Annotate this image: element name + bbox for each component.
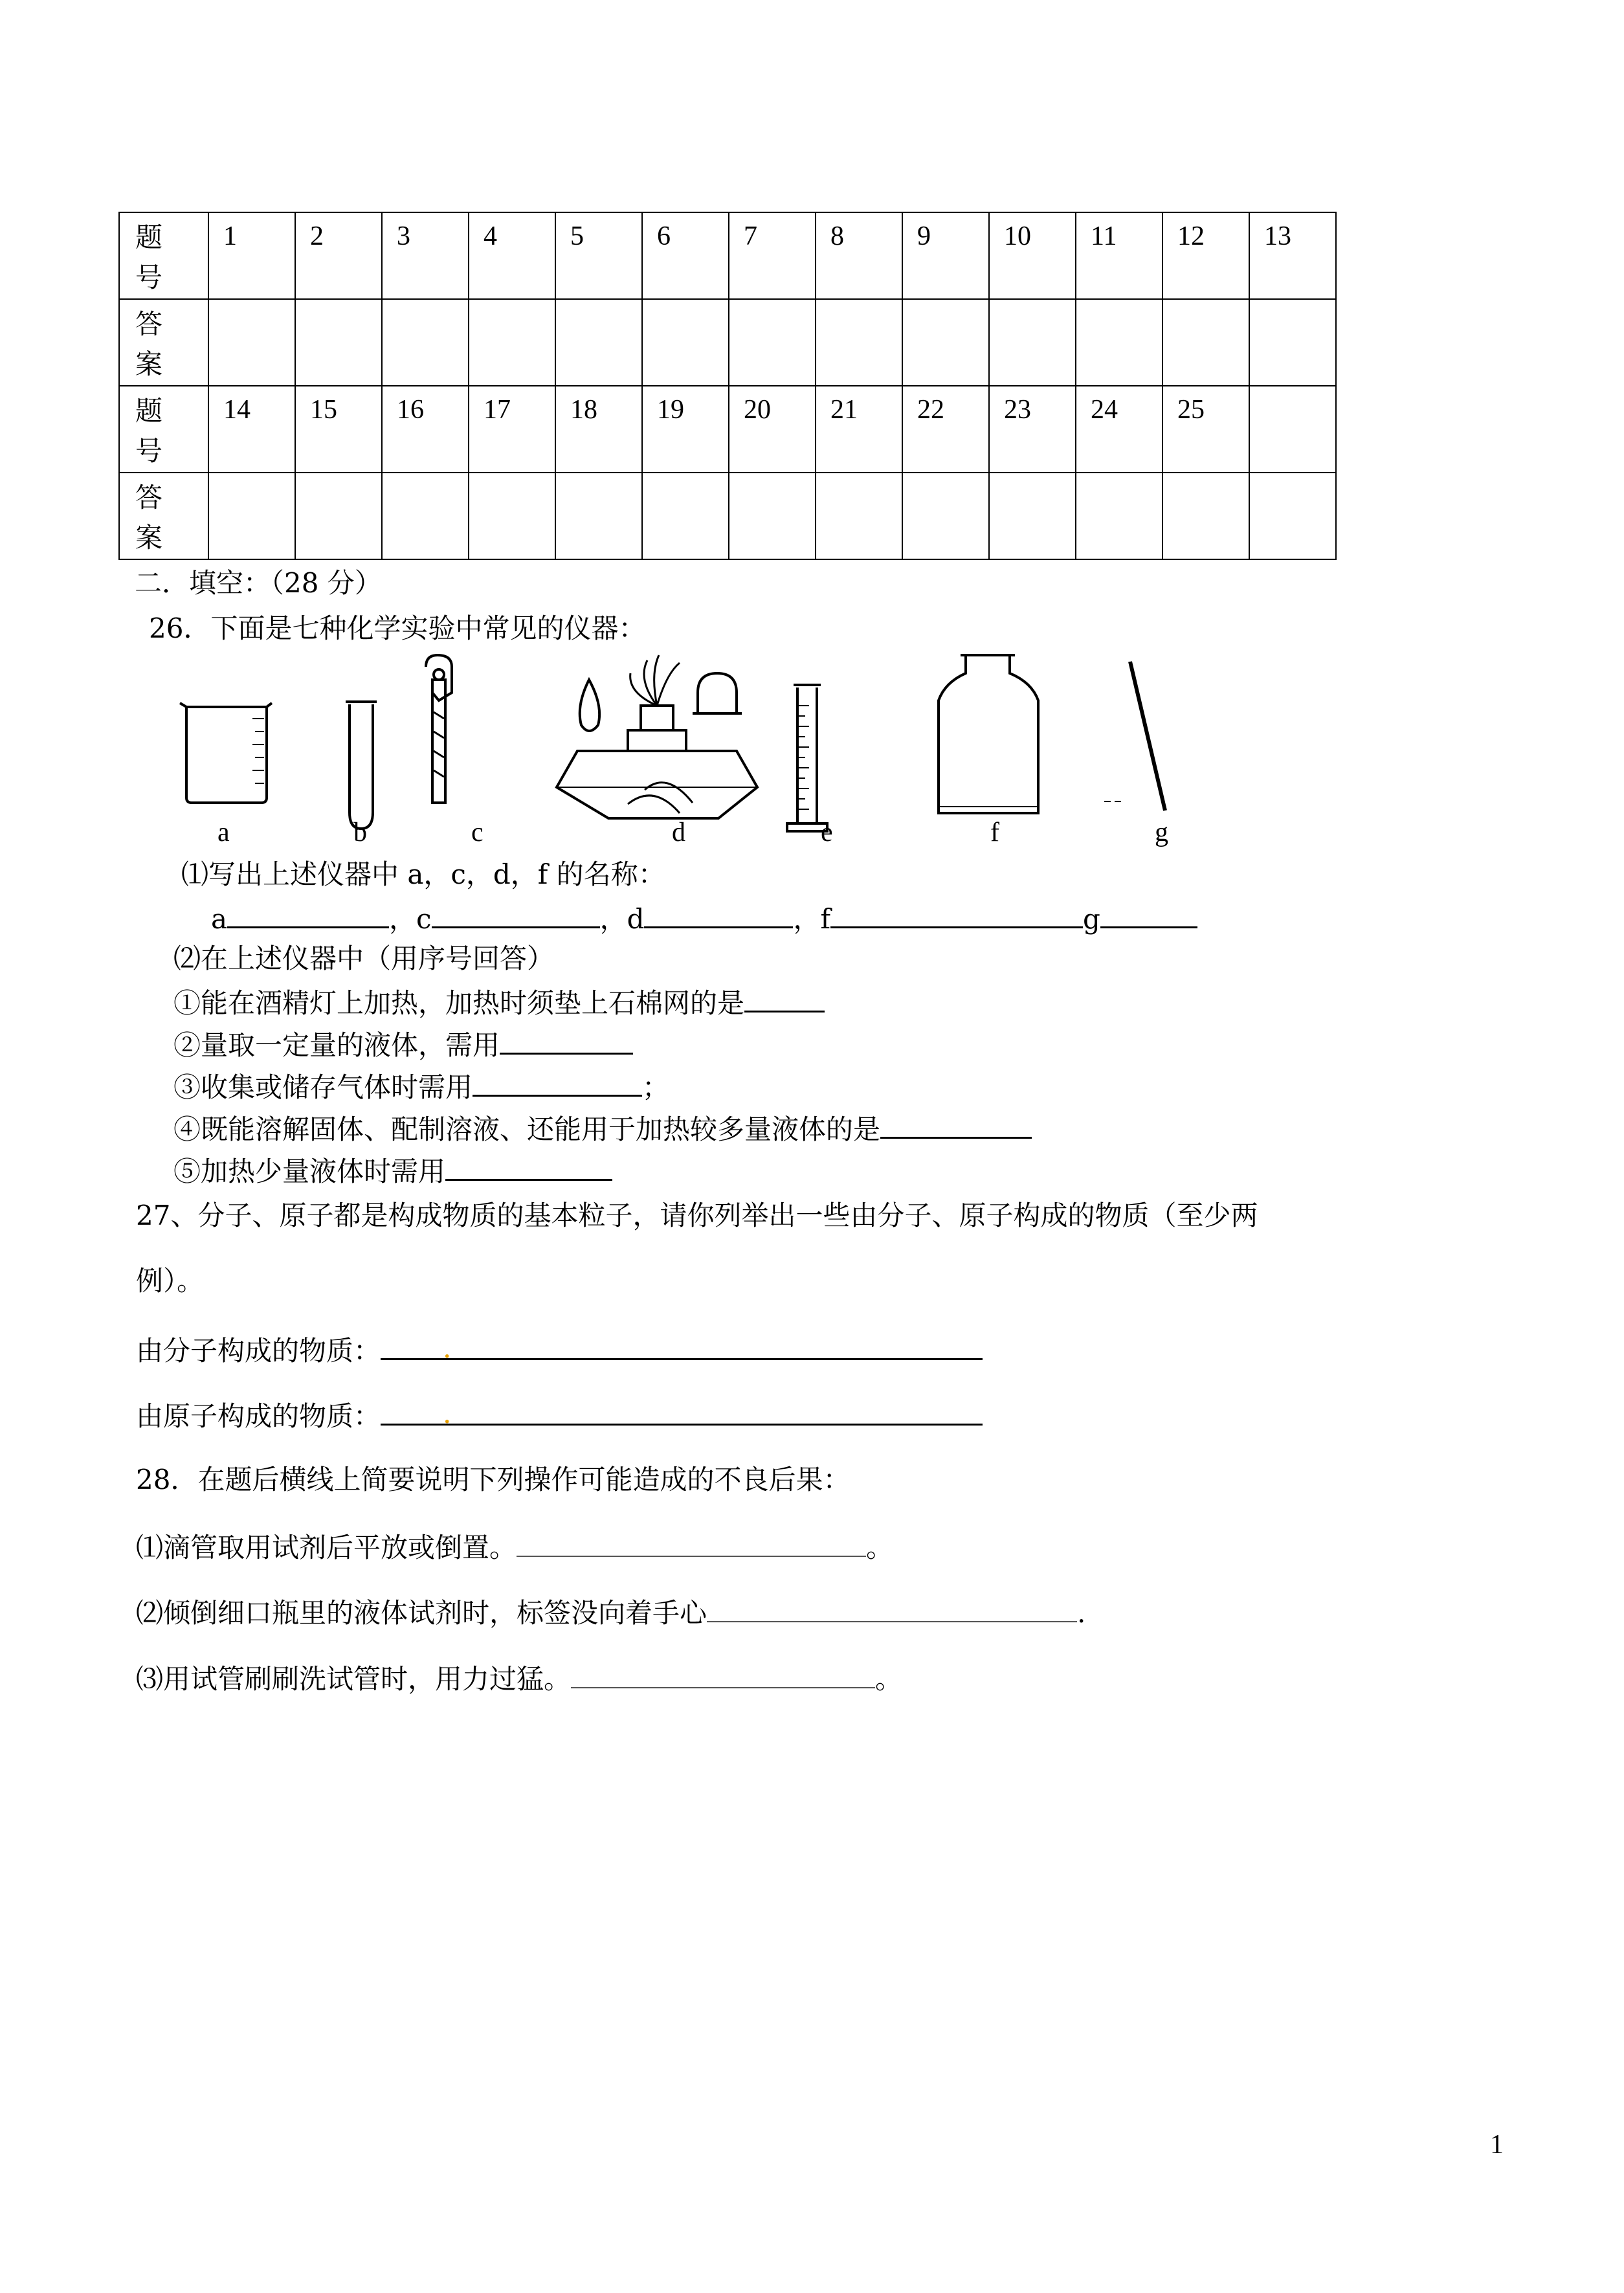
answer-cell[interactable] (555, 299, 642, 386)
answer-cell[interactable] (295, 299, 382, 386)
number-cell: 1 (208, 212, 295, 299)
apparatus-figure (175, 654, 1223, 842)
blank-c[interactable] (432, 903, 600, 928)
answer-cell[interactable] (208, 473, 295, 559)
row-label-answer: 答 案 (119, 299, 208, 386)
q28-item-3: ⑶用试管刷刷洗试管时，用力过猛。 。 (136, 1663, 903, 1695)
answer-cell[interactable] (382, 473, 469, 559)
q27-atom: 由原子构成的物质： . (136, 1400, 983, 1430)
number-cell: 10 (989, 212, 1076, 299)
answer-cell[interactable] (469, 473, 555, 559)
number-cell: 21 (816, 386, 902, 473)
answer-cell[interactable] (1076, 473, 1162, 559)
q26-item-5: ⑤加热少量液体时需用 (173, 1156, 612, 1185)
answer-blank[interactable] (880, 1113, 1032, 1139)
q27-stem-line1: 27、分子、原子都是构成物质的基本粒子，请你列举出一些由分子、原子构成的物质（至少两 (136, 1200, 1258, 1231)
label-f: f (990, 818, 999, 847)
number-cell: 16 (382, 386, 469, 473)
label-c: c (471, 818, 484, 847)
answer-cell[interactable] (295, 473, 382, 559)
number-cell: 18 (555, 386, 642, 473)
blank-d[interactable] (644, 903, 793, 928)
answer-blank[interactable] (571, 1664, 875, 1688)
table-row-number-1 (119, 212, 1336, 299)
label-b: b (353, 818, 367, 847)
answer-cell[interactable] (642, 473, 729, 559)
number-cell: 13 (1249, 212, 1336, 299)
answer-cell[interactable] (555, 473, 642, 559)
number-cell: 12 (1162, 212, 1249, 299)
label-g: g (1155, 818, 1168, 847)
number-cell: 23 (989, 386, 1076, 473)
alcohol-lamp-drawing (557, 655, 757, 818)
number-cell: 15 (295, 386, 382, 473)
answer-cell[interactable] (902, 473, 989, 559)
q27-stem-line2: 例）。 (136, 1265, 205, 1297)
answer-blank[interactable] (445, 1156, 612, 1181)
q26-sub1-blanks: a ，c ，d ，f g (211, 903, 1197, 933)
answer-cell[interactable] (816, 473, 902, 559)
label-a: a (217, 818, 230, 847)
answer-blank[interactable] (517, 1532, 866, 1557)
answer-cell[interactable] (1162, 299, 1249, 386)
answer-cell[interactable] (382, 299, 469, 386)
answer-cell[interactable] (989, 299, 1076, 386)
number-cell: 9 (902, 212, 989, 299)
table-row-number-2 (119, 386, 1336, 473)
number-cell: 4 (469, 212, 555, 299)
answer-table (118, 212, 1337, 560)
glass-rod-drawing (1104, 662, 1165, 811)
answer-blank[interactable] (707, 1598, 1077, 1622)
row-label-number: 题 号 (119, 212, 208, 299)
section-title: 二．填空：（28 分） (135, 567, 382, 599)
table-row-answer-2 (119, 473, 1336, 559)
number-cell: 24 (1076, 386, 1162, 473)
table-row-answer-1 (119, 299, 1336, 386)
row-label-answer: 答 案 (119, 473, 208, 559)
label-d: d (672, 818, 685, 847)
q28-stem: 28．在题后横线上简要说明下列操作可能造成的不良后果： (136, 1464, 851, 1495)
q26-item-2: ②量取一定量的液体，需用 (173, 1029, 633, 1059)
blank-f[interactable] (830, 903, 1083, 928)
q28-item-1: ⑴滴管取用试剂后平放或倒置。 。 (136, 1532, 894, 1563)
q26-item-3: ③收集或储存气体时需用 ； (173, 1071, 670, 1103)
blank-a[interactable] (227, 903, 389, 928)
atom-answer-blank[interactable]: . (381, 1400, 983, 1426)
q26-item-4: ④既能溶解固体、配制溶液、还能用于加热较多量液体的是 (173, 1113, 1032, 1143)
gas-bottle-drawing (939, 655, 1038, 813)
answer-cell[interactable] (816, 299, 902, 386)
answer-cell[interactable] (902, 299, 989, 386)
graduated-cylinder-drawing (787, 685, 827, 831)
q26-sub1: ⑴写出上述仪器中 a，c，d，f 的名称： (181, 858, 665, 890)
answer-blank[interactable] (744, 987, 825, 1012)
number-cell (1249, 386, 1336, 473)
label-e: e (821, 818, 833, 847)
answer-blank[interactable] (500, 1029, 633, 1055)
answer-cell[interactable] (729, 299, 816, 386)
q26-stem: 26．下面是七种化学实验中常见的仪器： (149, 612, 646, 644)
number-cell: 25 (1162, 386, 1249, 473)
number-cell: 17 (469, 386, 555, 473)
page-number: 1 (1490, 2130, 1504, 2160)
number-cell: 6 (642, 212, 729, 299)
answer-cell[interactable] (469, 299, 555, 386)
answer-cell[interactable] (729, 473, 816, 559)
answer-cell[interactable] (1162, 473, 1249, 559)
test-tube-holder-drawing (426, 655, 452, 803)
number-cell: 19 (642, 386, 729, 473)
answer-cell[interactable] (1076, 299, 1162, 386)
q26-item-1: ①能在酒精灯上加热，加热时须垫上石棉网的是 (173, 987, 825, 1017)
row-label-number: 题 号 (119, 386, 208, 473)
number-cell: 3 (382, 212, 469, 299)
beaker-drawing (180, 703, 272, 803)
answer-cell[interactable] (208, 299, 295, 386)
answer-blank[interactable] (473, 1071, 642, 1097)
number-cell: 8 (816, 212, 902, 299)
number-cell: 5 (555, 212, 642, 299)
number-cell: 22 (902, 386, 989, 473)
number-cell: 2 (295, 212, 382, 299)
q26-sub2: ⑵在上述仪器中（用序号回答） (173, 943, 555, 974)
number-cell: 11 (1076, 212, 1162, 299)
blank-g[interactable] (1100, 903, 1197, 928)
molecule-answer-blank[interactable]: . (381, 1335, 983, 1360)
test-tube-drawing (346, 702, 377, 829)
number-cell: 7 (729, 212, 816, 299)
number-cell: 14 (208, 386, 295, 473)
number-cell: 20 (729, 386, 816, 473)
answer-cell[interactable] (1249, 299, 1336, 386)
q27-molecule: 由分子构成的物质： . (136, 1335, 983, 1365)
q28-item-2: ⑵倾倒细口瓶里的液体试剂时，标签没向着手心 . (136, 1597, 1086, 1629)
answer-cell[interactable] (642, 299, 729, 386)
answer-cell[interactable] (1249, 473, 1336, 559)
answer-cell[interactable] (989, 473, 1076, 559)
